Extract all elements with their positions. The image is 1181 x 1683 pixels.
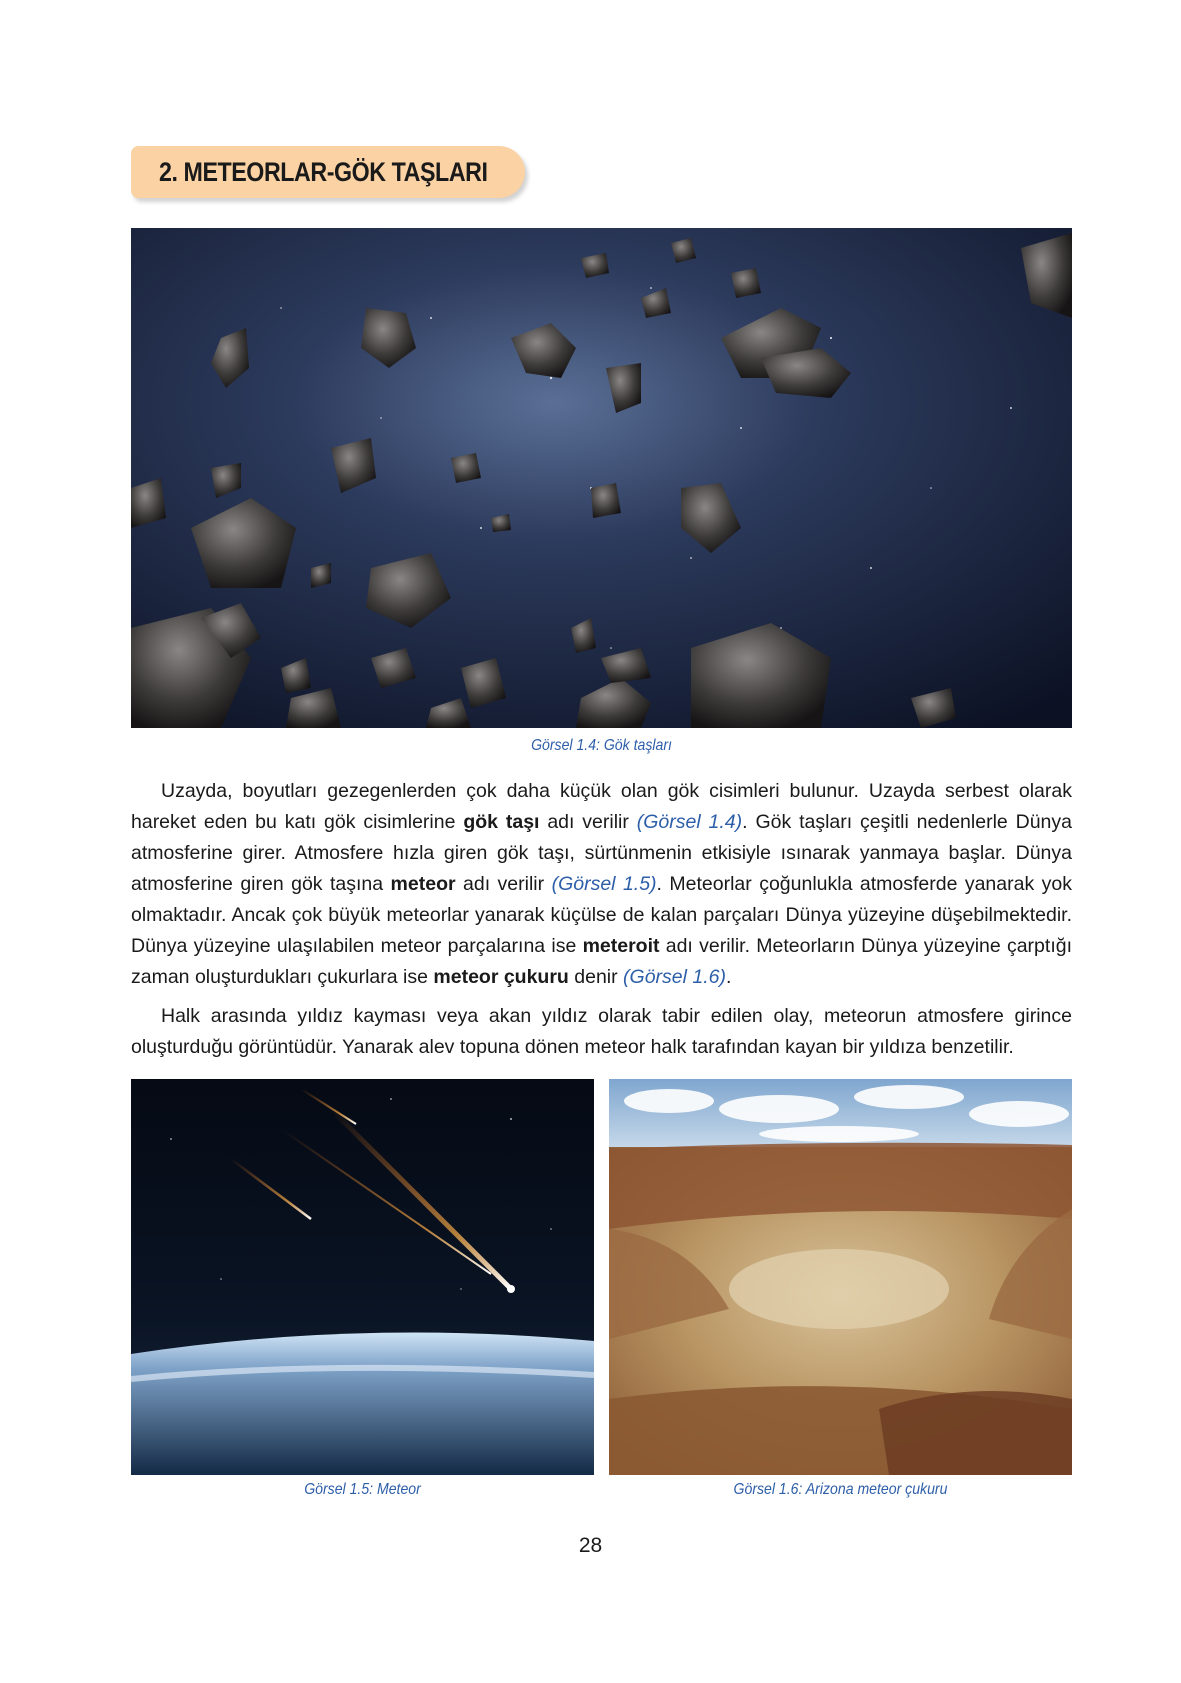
paragraph-2: Halk arasında yıldız kayması veya akan yıldız olarak tabir edilen olay, meteorun atmosfere girince oluşturduğu görüntüdür. Yanarak alev topuna dönen meteor halk tarafından kayan bir yıldıza benzetilir. [131, 1005, 1072, 1058]
asteroids-image [131, 228, 1072, 728]
figure-caption-1-6: Görsel 1.6: Arizona meteor çukuru [733, 1481, 948, 1498]
figure-caption-1-5: Görsel 1.5: Meteor [304, 1481, 421, 1498]
figure-caption-1-4: Görsel 1.4: Gök taşları [531, 737, 672, 754]
section-title: 2. METEORLAR-GÖK TAŞLARI [159, 156, 488, 187]
page-number: 28 [578, 1534, 603, 1557]
meteor-image [131, 1079, 594, 1475]
section-title-tab [131, 146, 525, 198]
crater-image [609, 1079, 1072, 1475]
paragraph-1: Uzayda, boyutları gezegenlerden çok daha küçük olan gök cisimleri bulunur. Uzayda serbest olarak hareket eden bu katı gök cisimlerine gök taşı adı verilir (Görsel 1.4). Gök taşları çeşitli nedenlerle Dünya atmosferine girer. Atmosfere hızla giren gök taşı, sürtünmenin etkisiyle ısınarak yanmaya başlar. Dünya atmosferine giren gök taşına meteor adı verilir (Görsel 1.5). Meteorlar çoğunlukla atmosferde yanarak yok olmaktadır. Ancak çok büyük meteorlar yanarak küçülse de kalan parçaları Dünya yüzeyine düşebilmektedir. Dünya yüzeyine ulaşılabilen meteor parçalarına ise meteroit adı verilir. Meteorların Dünya yüzeyine çarptığı zaman oluşturdukları çukurlara ise meteor çukuru denir (Görsel 1.6). [131, 780, 1072, 988]
